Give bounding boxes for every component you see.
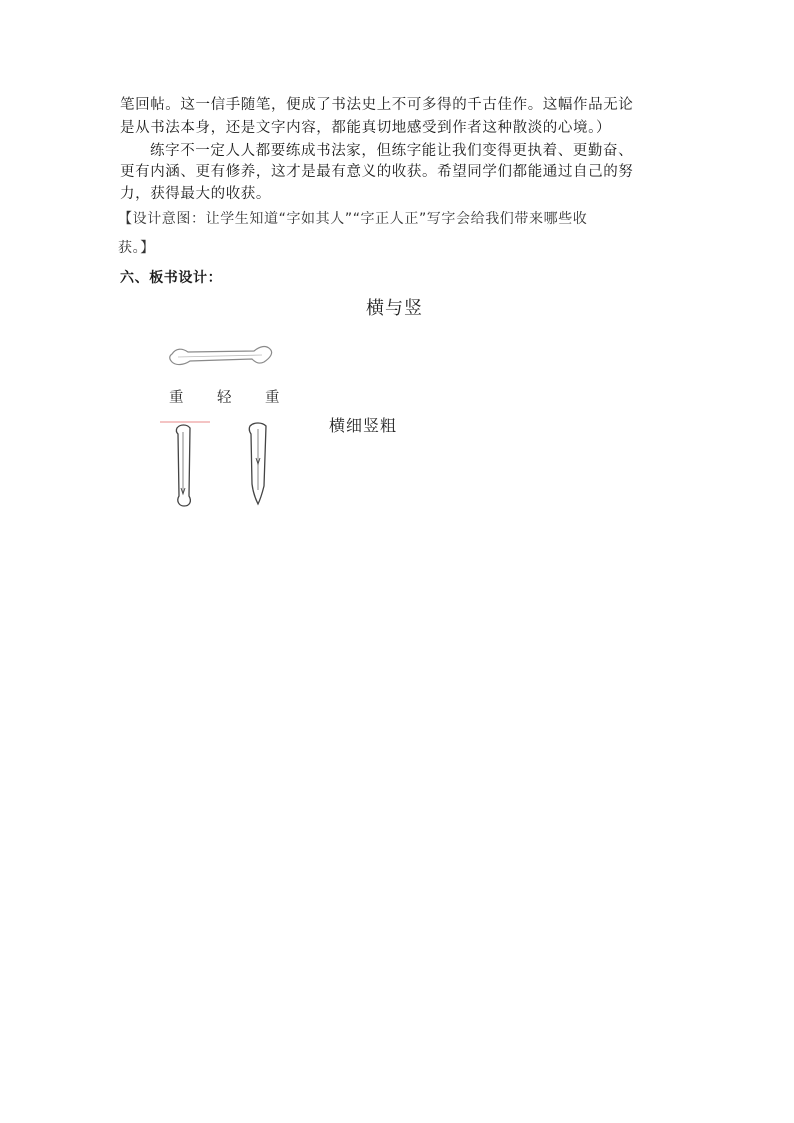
board-title: 横与竖: [366, 298, 423, 319]
paragraph-line-3: 练字不一定人人都要练成书法家，但练字能让我们变得更执着、更勤奋、: [150, 143, 634, 159]
board-summary: 横细竖粗: [329, 416, 398, 435]
section-heading: 六、板书设计：: [120, 270, 223, 286]
design-intent-line-2: 获。】: [118, 240, 155, 256]
stroke-label-start: 重: [169, 390, 184, 406]
vertical-stroke-drawing-1: [170, 422, 198, 508]
design-intent-line-1: 【设计意图：让学生知道“字如其人”“字正人正”写字会给我们带来哪些收: [118, 211, 588, 227]
paragraph-line-2: 是从书法本身，还是文字内容，都能真切地感受到作者这种散淡的心境。）: [120, 120, 612, 136]
paragraph-line-5: 力，获得最大的收获。: [120, 186, 271, 202]
stroke-label-end: 重: [265, 390, 280, 406]
stroke-label-middle: 轻: [217, 390, 232, 406]
horizontal-stroke-drawing: [166, 342, 276, 372]
paragraph-line-4: 更有内涵、更有修养，这才是最有意义的收获。希望同学们都能通过自己的努: [120, 164, 634, 180]
vertical-stroke-drawing-2: [244, 420, 272, 506]
paragraph-line-1: 笔回帖。这一信手随笔，便成了书法史上不可多得的千古佳作。这幅作品无论: [120, 97, 634, 113]
